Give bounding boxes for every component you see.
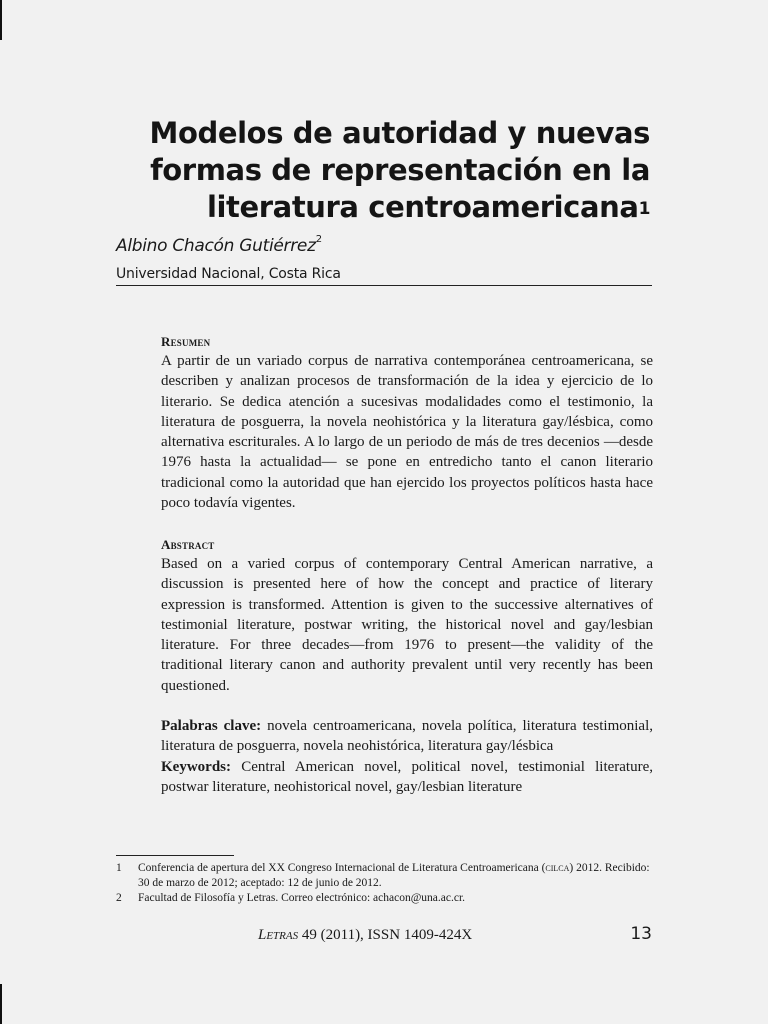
journal-citation (258, 927, 472, 944)
abstract-heading: Abstract (161, 537, 215, 552)
author-affiliation: Universidad Nacional, Costa Rica (116, 266, 341, 282)
abstract-section (161, 537, 653, 696)
author-name (116, 236, 322, 256)
resumen-heading: Resumen (161, 334, 211, 349)
crop-mark-bottom (0, 984, 2, 1024)
keywords-en (161, 757, 653, 798)
page-number: 13 (630, 924, 652, 944)
footnotes (116, 861, 652, 907)
footnote-number: 1 (116, 862, 122, 874)
header-rule (116, 285, 652, 286)
footnote-acronym: cilca (545, 862, 570, 874)
footnote-text (138, 861, 652, 890)
keywords-en-text: Central American novel, political novel, testimonial literature, postwar literature, neohistorical novel, gay/lesbian literature (161, 758, 653, 795)
keywords-es (161, 716, 653, 757)
footnote-text-part: ) 2012. Recibido: 30 de marzo de 2012; aceptado: 12 de junio de 2012. (138, 862, 650, 889)
journal-name: Letras (258, 927, 299, 943)
keywords-en-label: Keywords: (161, 758, 231, 775)
footnote-number: 2 (116, 892, 122, 904)
footnote-text: Facultad de Filosofía y Letras. Correo electrónico: achacon@una.ac.cr. (138, 892, 466, 904)
journal-issue: 49 (2011), ISSN 1409-424X (298, 927, 473, 943)
keywords-section (161, 716, 653, 797)
resumen-text: A partir de un variado corpus de narrativa contemporánea centroamericana, se describen y analizan procesos de transformación de la idea y ejercicio de lo literario. Se dedica atención a sucesivas modalidades como el testimonio, la literatura de posguerra, la novela neohistórica y la literatura gay/lésbica, como alternativa escriturales. A lo largo de un periodo de más de tres decenios —desde 1976 hasta la actualidad— se pone en entredicho tanto el canon literario tradicional como la autoridad que han ejercido los proyectos políticos hasta hace poco todavía vigentes. (161, 353, 653, 512)
footnote-1 (116, 861, 652, 890)
keywords-es-label: Palabras clave: (161, 718, 262, 734)
footnote-text-part: Conferencia de apertura del XX Congreso Internacional de Literatura Centroamericana ( (138, 862, 546, 874)
article-title (130, 115, 650, 226)
keywords-es-text: novela centroamericana, novela política, literatura testimonial, literatura de posguerra, novela neohistórica, literatura gay/lésbica (161, 718, 654, 755)
abstract-text: Based on a varied corpus of contemporary Central American narrative, a discussion is presented here of how the concept and practice of literary expression is transformed. Attention is given to the successive alternatives of testimonial literature, postwar writing, the historical novel and gay/lesbian literature. For three decades—from 1976 to present—the validity of the traditional literary canon and authority prevalent until very recently has been questioned. (161, 556, 653, 694)
title-footnote-ref[interactable]: 1 (638, 199, 650, 219)
author-footnote-ref[interactable]: 2 (315, 234, 322, 245)
footnote-2 (116, 891, 652, 906)
footnote-rule (116, 855, 234, 856)
crop-mark-top (0, 0, 2, 40)
author-name-text: Albino Chacón Gutiérrez (116, 236, 316, 256)
resumen-section (161, 334, 653, 513)
article-title-text: Modelos de autoridad y nuevas formas de representación en la literatura centroamericana (149, 116, 650, 224)
